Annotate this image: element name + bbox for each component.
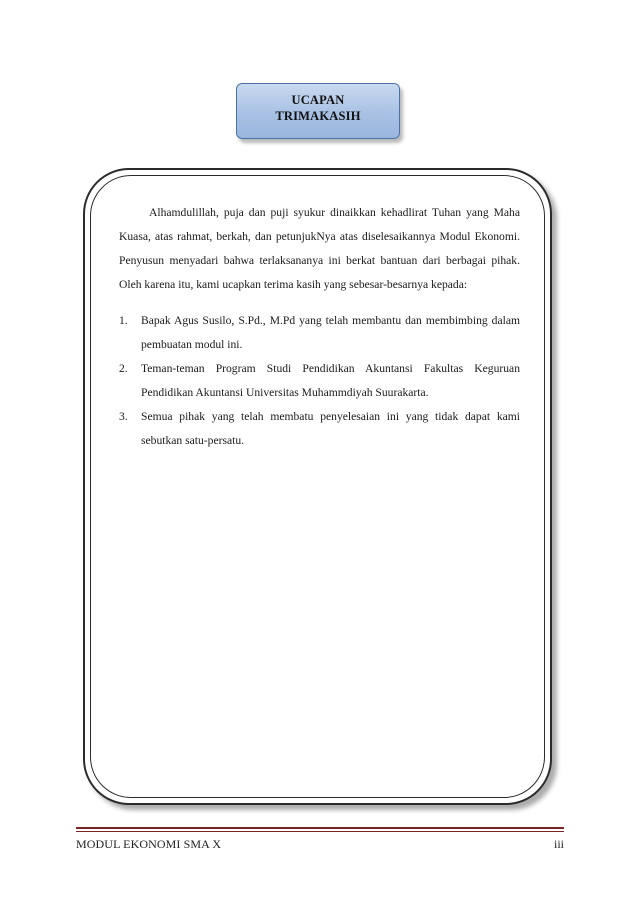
footer-page-number: iii	[553, 837, 564, 851]
section-title-box	[236, 83, 400, 139]
thanks-list	[119, 309, 520, 453]
footer-divider-thin	[76, 831, 564, 832]
section-title-line-1: UCAPAN	[291, 93, 345, 107]
list-item-text: Semua pihak yang telah membatu penyelesaian ini yang tidak dapat kami sebutkan satu-persatu.	[141, 410, 520, 447]
intro-paragraph: Alhamdulillah, puja dan puji syukur dinaikkan kehadlirat Tuhan yang Maha Kuasa, atas rahmat, berkah, dan petunjukNya atas diselesaikannya Modul Ekonomi. Penyusun menyadari bahwa terlaksananya ini berkat bantuan dari berbagai pihak. Oleh karena itu, kami ucapkan terima kasih yang sebesar-besarnya kepada:	[119, 206, 520, 291]
list-item	[119, 357, 520, 405]
list-item	[119, 309, 520, 357]
list-item-text: Bapak Agus Susilo, S.Pd., M.Pd yang telah membantu dan membimbing dalam pembuatan modul ini.	[141, 314, 520, 351]
footer-divider-thick	[76, 827, 564, 829]
list-item-number: 2.	[119, 362, 128, 375]
section-title-line-2: TRIMAKASIH	[275, 109, 361, 123]
list-item-number: 3.	[119, 410, 128, 423]
list-item-text: Teman-teman Program Studi Pendidikan Akuntansi Fakultas Keguruan Pendidikan Akuntansi Universitas Muhammdiyah Suurakarta.	[141, 362, 520, 399]
footer-module-title: MODUL EKONOMI SMA X	[76, 837, 222, 851]
list-item-number: 1.	[119, 314, 128, 327]
acknowledgement-content	[119, 201, 520, 453]
list-item	[119, 405, 520, 453]
